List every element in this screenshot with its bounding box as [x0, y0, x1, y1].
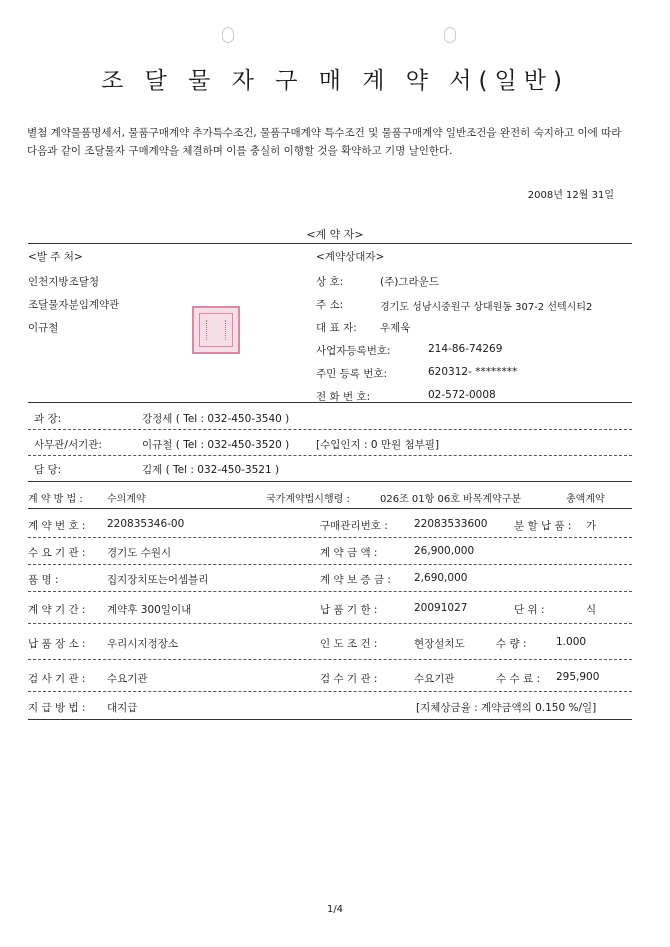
ceo-label: 대 표 자: — [316, 322, 357, 334]
period-label: 계 약 기 간 : — [28, 604, 86, 616]
inspect-label: 검 사 기 관 : — [28, 673, 86, 685]
divider — [28, 659, 632, 660]
orderer-dept: 조달물자분임계약관 — [28, 299, 120, 311]
divider — [28, 591, 632, 592]
contract-no-value: 220835346-00 — [107, 518, 185, 530]
qty-label: 수 량 : — [496, 638, 527, 650]
charge-label: 담 당: — [34, 464, 62, 476]
law-label: 국가계약법시행령 : — [266, 494, 350, 505]
method-value: 수의계약 — [107, 494, 146, 505]
accept-value: 수요기관 — [414, 673, 455, 685]
deposit-label: 계 약 보 증 금 : — [320, 574, 391, 586]
inspect-value: 수요기관 — [107, 673, 148, 685]
method-label: 계 약 방 법 : — [28, 494, 83, 505]
company-label: 상 호: — [316, 276, 344, 288]
page-number: 1/4 — [326, 904, 344, 915]
orderer-org: 인천지방조달청 — [28, 276, 100, 288]
punch-hole — [444, 27, 456, 43]
company-name: (주)그라운드 — [380, 276, 439, 288]
mgmt-no-value: 22083533600 — [414, 518, 488, 530]
contract-type: 총액계약 — [566, 494, 605, 505]
chief-value: 강정세 ( Tel : 032-450-3540 ) — [142, 413, 290, 425]
phone-value: 02-572-0008 — [428, 389, 496, 401]
unit-value: 식 — [586, 604, 597, 616]
divider — [28, 481, 632, 482]
divider — [28, 719, 632, 720]
law-value: 026조 01항 06호 바목계약구분 — [380, 494, 522, 505]
amount-value: 26,900,000 — [414, 545, 475, 557]
deposit-value: 2,690,000 — [414, 572, 468, 584]
fee-label: 수 수 료 : — [496, 673, 540, 685]
unit-label: 단 위 : — [514, 604, 545, 616]
address-label: 주 소: — [316, 299, 344, 311]
divider — [28, 243, 632, 244]
orderer-heading: <발 주 처> — [28, 251, 83, 263]
terms-value: 현장설치도 — [414, 638, 465, 650]
delivery-label: 납 품 기 한 : — [320, 604, 378, 616]
demand-label: 수 요 기 관 : — [28, 547, 86, 559]
phone-label: 전 화 번 호: — [316, 391, 371, 403]
contract-date: 2008년 12월 31일 — [527, 190, 614, 201]
amount-label: 계 약 금 액 : — [320, 547, 378, 559]
accept-label: 검 수 기 관 : — [320, 673, 378, 685]
resno-label: 주민 등록 번호: — [316, 368, 388, 380]
item-value: 집지장치또는어셈블리 — [107, 574, 209, 586]
place-label: 납 품 장 소 : — [28, 638, 86, 650]
demand-value: 경기도 수원시 — [107, 547, 172, 559]
chief-label: 과 장: — [34, 413, 62, 425]
resno-value: 620312- ******** — [428, 366, 518, 378]
divider — [28, 623, 632, 624]
officer-label: 사무관/서기관: — [34, 439, 102, 451]
payment-label: 지 급 방 법 : — [28, 702, 86, 714]
item-label: 품 명 : — [28, 574, 59, 586]
officer-value: 이규철 ( Tel : 032-450-3520 ) — [142, 439, 290, 451]
revenue-stamp-note: [수입인지 : 0 만원 첨부필] — [316, 439, 440, 451]
penalty-rate: [지체상금율 : 계약금액의 0.150 %/일] — [416, 702, 597, 714]
payment-value: 대지급 — [107, 702, 138, 714]
divider — [28, 508, 632, 509]
company-address: 경기도 성남시중원구 상대원동 307-2 선텍시티2 — [380, 302, 593, 313]
document-title: 조 달 물 자 구 매 계 약 서(일반) — [101, 68, 569, 94]
bizno-value: 214-86-74269 — [428, 343, 503, 355]
ceo-name: 우제욱 — [380, 322, 411, 334]
terms-label: 인 도 조 건 : — [320, 638, 378, 650]
divider — [28, 455, 632, 456]
divider — [28, 402, 632, 403]
place-value: 우리시지정장소 — [107, 638, 179, 650]
orderer-name: 이규철 — [28, 322, 59, 334]
contract-no-label: 계 약 번 호 : — [28, 520, 86, 532]
delivery-value: 20091027 — [414, 602, 468, 614]
split-value: 가 — [586, 520, 597, 532]
bizno-label: 사업자등록번호: — [316, 345, 391, 357]
parties-heading: <계 약 자> — [306, 228, 364, 241]
intro-paragraph: 별첨 계약물품명세서, 물품구매계약 추가특수조건, 물품구매계약 특수조건 및 물품구매계약 일반조건을 완전히 숙지하고 이에 따라 다음과 같이 조달물자 구매계약을 체결하며 이를 충실히 이행할 것을 확약하고 기명 날인한다. — [27, 127, 622, 157]
divider — [28, 429, 632, 430]
punch-hole — [222, 27, 234, 43]
qty-value: 1.000 — [556, 636, 587, 648]
split-label: 분 할 납 품 : — [514, 520, 572, 532]
divider — [28, 537, 632, 538]
charge-value: 김제 ( Tel : 032-450-3521 ) — [142, 464, 280, 476]
fee-value: 295,900 — [556, 671, 600, 683]
counterparty-heading: <계약상대자> — [316, 251, 385, 263]
divider — [28, 691, 632, 692]
mgmt-no-label: 구매관리번호 : — [320, 520, 388, 532]
period-value: 계약후 300일이내 — [107, 604, 192, 616]
divider — [28, 564, 632, 565]
official-seal — [192, 306, 240, 354]
